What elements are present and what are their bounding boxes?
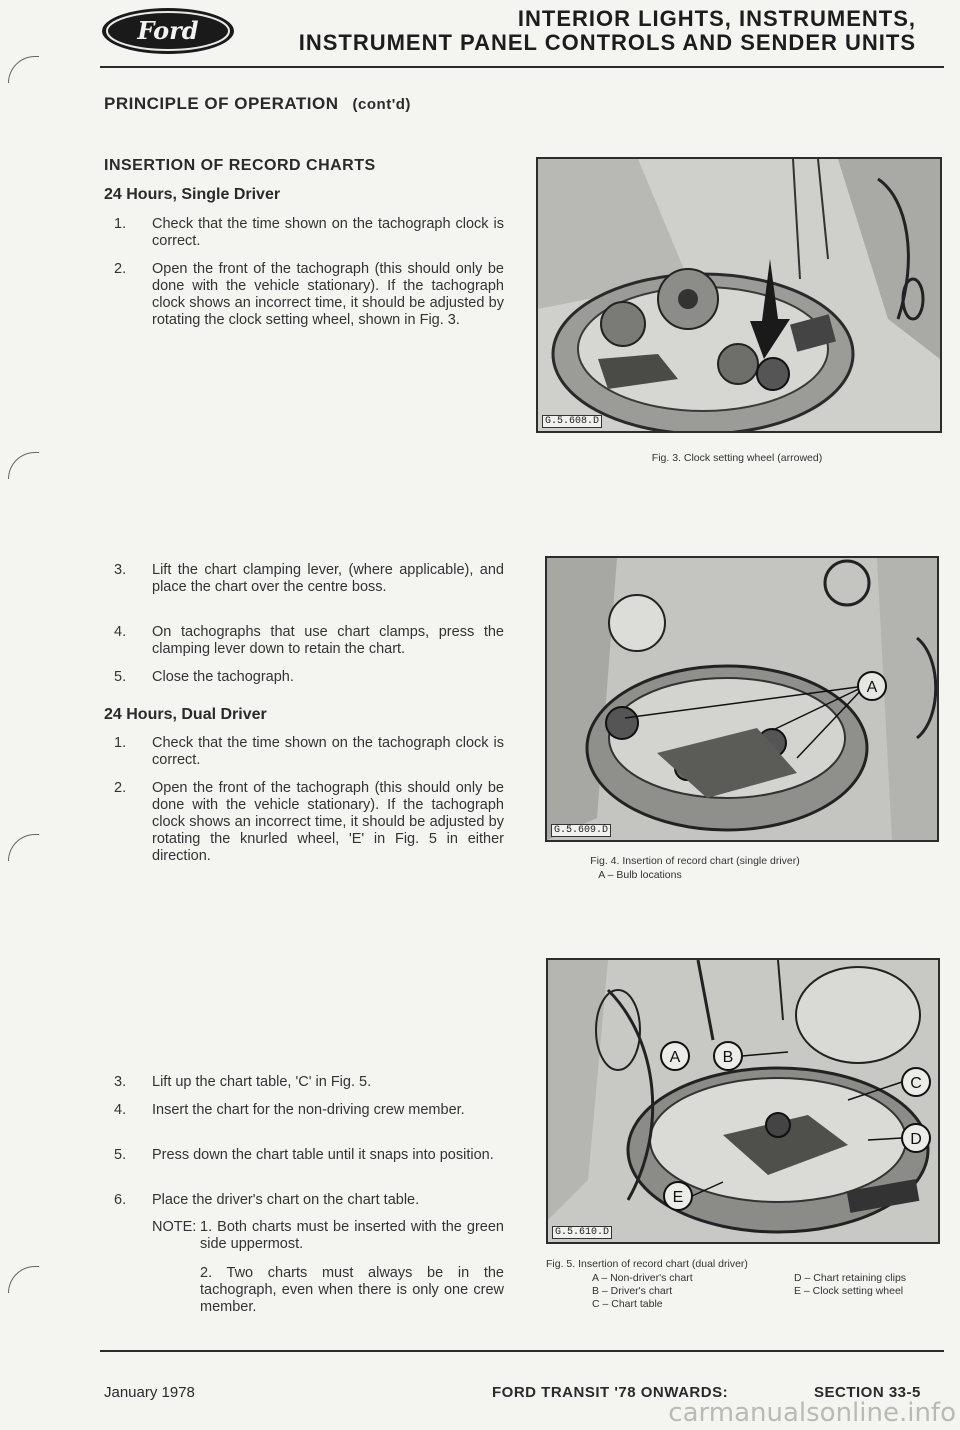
ford-logo bbox=[100, 6, 236, 56]
figure-4-photo bbox=[545, 556, 939, 842]
figure-5-key-e: E – Clock setting wheel bbox=[794, 1285, 904, 1297]
binder-mark bbox=[8, 834, 39, 861]
dual-driver-heading: 24 Hours, Dual Driver bbox=[104, 706, 267, 723]
dual-step-1: 1. Check that the time shown on the tachograph clock is correct. bbox=[114, 735, 504, 768]
dual-step-2: 2. Open the front of the tachograph (this should only be done with the vehicle stationary). If the tachograph clock shows an incorrect time, it should be adjusted by rotating the knurled wheel, 'E' in Fig. 5 in either direction. bbox=[114, 780, 504, 864]
figure-5-caption: Fig. 5. Insertion of record chart (dual driver) bbox=[546, 1258, 748, 1270]
dual-step-6: 6. Place the driver's chart on the chart table. bbox=[114, 1192, 420, 1208]
dual-step-4: 4. Insert the chart for the non-driving crew member. bbox=[114, 1102, 465, 1118]
svg-text:Ford: Ford bbox=[137, 16, 199, 45]
note-1: 1. Both charts must be inserted with the green side uppermost. bbox=[200, 1219, 504, 1252]
binder-mark bbox=[8, 56, 39, 83]
single-step-2: 2. Open the front of the tachograph (this should only be done with the vehicle stationary). If the tachograph clock shows an incorrect time, it should be adjusted by rotating the clock setting wheel, shown in Fig. 3. bbox=[114, 261, 504, 328]
dual-driver-chart-illustration bbox=[548, 960, 938, 1242]
figure-4-id: G.5.609.D bbox=[551, 824, 611, 837]
footer-title: FORD TRANSIT '78 ONWARDS: bbox=[492, 1384, 729, 1401]
single-step-1: 1. Check that the time shown on the tachograph clock is correct. bbox=[114, 216, 504, 249]
footer-rule bbox=[100, 1350, 944, 1352]
single-step-4: 4. On tachographs that use chart clamps, press the clamping lever down to retain the chart. bbox=[114, 624, 504, 657]
single-driver-chart-illustration bbox=[547, 558, 937, 840]
figure-5-key-right bbox=[794, 1272, 906, 1298]
dual-step-5: 5. Press down the chart table until it snaps into position. bbox=[114, 1147, 494, 1163]
figure-5-id: G.5.610.D bbox=[552, 1226, 612, 1239]
dual-step-3: 3. Lift up the chart table, 'C' in Fig. 5. bbox=[114, 1074, 372, 1090]
svg-text:C: C bbox=[910, 1075, 922, 1092]
insertion-heading: INSERTION OF RECORD CHARTS bbox=[104, 157, 376, 174]
figure-4-caption: Fig. 4. Insertion of record chart (single driver) bbox=[590, 855, 800, 867]
header-title-line1: INTERIOR LIGHTS, INSTRUMENTS, bbox=[517, 6, 916, 31]
binder-mark bbox=[8, 1266, 39, 1293]
section-title bbox=[104, 94, 411, 114]
svg-text:D: D bbox=[910, 1131, 922, 1148]
note-label: NOTE: bbox=[152, 1219, 197, 1235]
figure-5-key-d: D – Chart retaining clips bbox=[794, 1272, 907, 1284]
svg-text:A: A bbox=[669, 1049, 681, 1066]
footer-date: January 1978 bbox=[104, 1384, 195, 1401]
watermark: carmanualsonline.info bbox=[668, 1398, 956, 1428]
figure-5-key-c: C – Chart table bbox=[592, 1298, 663, 1310]
figure-3-photo bbox=[536, 157, 942, 433]
figure-3-caption: Fig. 3. Clock setting wheel (arrowed) bbox=[651, 452, 823, 464]
single-step-3: 3. Lift the chart clamping lever, (where applicable), and place the chart over the centre boss. bbox=[114, 562, 504, 595]
single-step-5: 5. Close the tachograph. bbox=[114, 669, 294, 685]
figure-5-key-left bbox=[592, 1272, 693, 1311]
header-rule bbox=[100, 66, 944, 68]
svg-text:E: E bbox=[672, 1189, 684, 1206]
footer-section: SECTION 33-5 bbox=[814, 1384, 921, 1401]
clock-mechanism-illustration bbox=[538, 159, 940, 431]
figure-3-id: G.5.608.D bbox=[542, 415, 602, 428]
figure-4-key: A – Bulb locations bbox=[598, 869, 682, 881]
figure-5-key-b: B – Driver's chart bbox=[592, 1285, 673, 1297]
section-title-text: PRINCIPLE OF OPERATION bbox=[104, 94, 339, 113]
binder-mark bbox=[8, 452, 39, 479]
single-driver-heading: 24 Hours, Single Driver bbox=[104, 186, 281, 203]
section-title-cont: (cont'd) bbox=[352, 96, 411, 113]
note-2: 2. Two charts must always be in the tachograph, even when there is only one crew member. bbox=[200, 1265, 504, 1315]
header-title-line2: INSTRUMENT PANEL CONTROLS AND SENDER UNITS bbox=[298, 30, 916, 55]
figure-5-key-a: A – Non-driver's chart bbox=[592, 1272, 693, 1284]
svg-text:B: B bbox=[722, 1049, 734, 1066]
svg-text:A: A bbox=[866, 679, 878, 696]
figure-5-photo bbox=[546, 958, 940, 1244]
